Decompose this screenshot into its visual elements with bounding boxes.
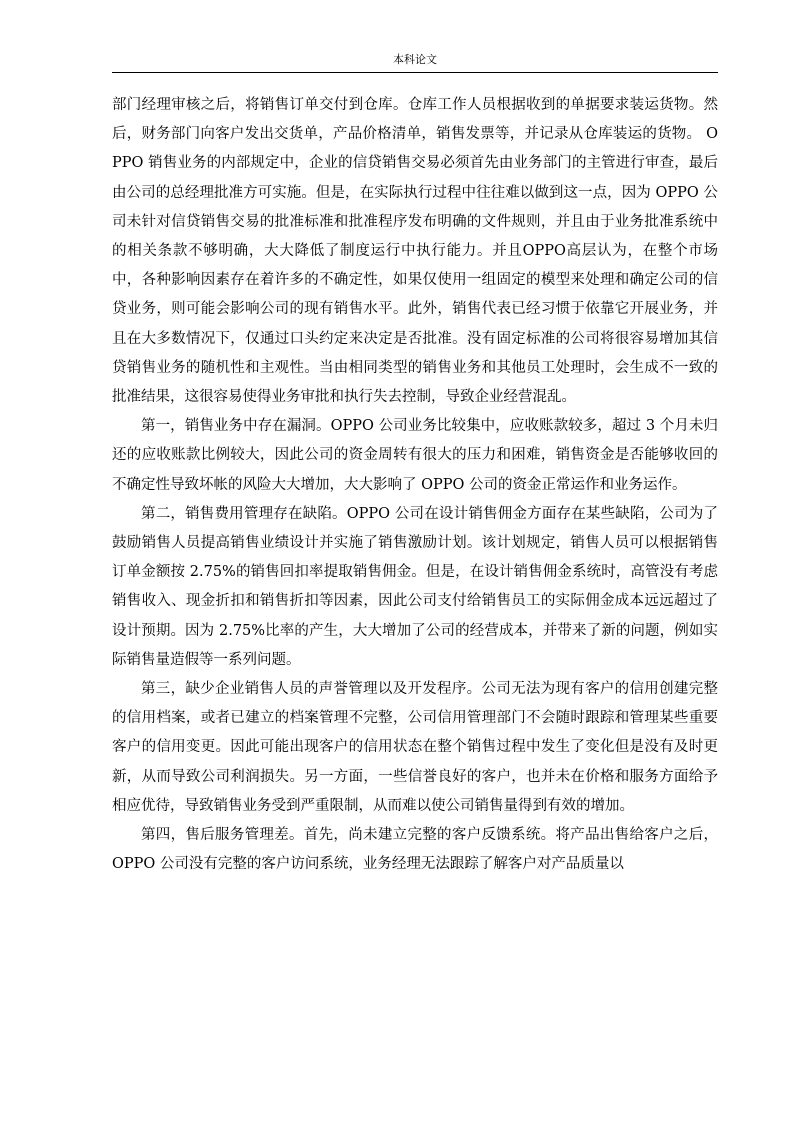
paragraph-fourth-issue: 第四，售后服务管理差。首先，尚未建立完整的客户反馈系统。将产品出售给客户之后，OPPO 公司没有完整的客户访问系统，业务经理无法跟踪了解客户对产品质量以 bbox=[112, 827, 718, 873]
paragraph-first-issue: 第一，销售业务中存在漏洞。OPPO 公司业务比较集中，应收账款较多，超过 3 个月未归还的应收账款比例较大，因此公司的资金周转有很大的压力和困难，销售资金是否能够收回的不确定性导致坏帐的风险大大增加，大大影响了 OPPO 公司的资金正常运作和业务运作。 bbox=[112, 418, 718, 493]
paragraph-continued: 部门经理审核之后，将销售订单交付到仓库。仓库工作人员根据收到的单据要求装运货物。然后，财务部门向客户发出交货单，产品价格清单，销售发票等，并记录从仓库装运的货物。 OPPO 销售业务的内部规定中，企业的信贷销售交易必须首先由业务部门的主管进行审查，最后由公司的总经理批准方可实施。但是，在实际执行过程中往往难以做到这一点，因为 OPPO 公司未针对信贷销售交易的批准标准和批准程序发布明确的文件规则，并且由于业务批准系统中的相关条款不够明确，大大降低了制度运行中执行能力。并且OPPO高层认为，在整个市场中，各种影响因素存在着许多的不确定性，如果仅使用一组固定的模型来处理和确定公司的信贷业务，则可能会影响公司的现有销售水平。此外，销售代表已经习惯于依靠它开展业务，并且在大多数情况下，仅通过口头约定来决定是否批准。没有固定标准的公司将很容易增加其信贷销售业务的随机性和主观性。当由相同类型的销售业务和其他员工处理时，会生成不一致的批准结果，这很容易使得业务审批和执行失去控制，导致企业经营混乱。 bbox=[112, 97, 718, 406]
paragraph-third-issue: 第三，缺少企业销售人员的声誉管理以及开发程序。公司无法为现有客户的信用创建完整的信用档案，或者已建立的档案管理不完整，公司信用管理部门不会随时跟踪和管理某些重要客户的信用变更。因此可能出现客户的信用状态在整个销售过程中发生了变化但是没有及时更新，从而导致公司利润损失。另一方面，一些信誉良好的客户，也并未在价格和服务方面给予相应优待，导致销售业务受到严重限制，从而难以使公司销售量得到有效的增加。 bbox=[112, 681, 718, 814]
document-body bbox=[112, 91, 718, 879]
header-divider bbox=[112, 72, 718, 73]
paragraph-second-issue: 第二，销售费用管理存在缺陷。OPPO 公司在设计销售佣金方面存在某些缺陷，公司为了鼓励销售人员提高销售业绩设计并实施了销售激励计划。该计划规定，销售人员可以根据销售订单金额按 2.75%的销售回扣率提取销售佣金。但是，在设计销售佣金系统时，高管没有考虑销售收入、现金折扣和销售折扣等因素，因此公司支付给销售员工的实际佣金成本远远超过了设计预期。因为 2.75%比率的产生，大大增加了公司的经营成本，并带来了新的问题，例如实际销售量造假等一系列问题。 bbox=[112, 505, 718, 668]
page-header-title: 本科论文 bbox=[393, 53, 437, 66]
